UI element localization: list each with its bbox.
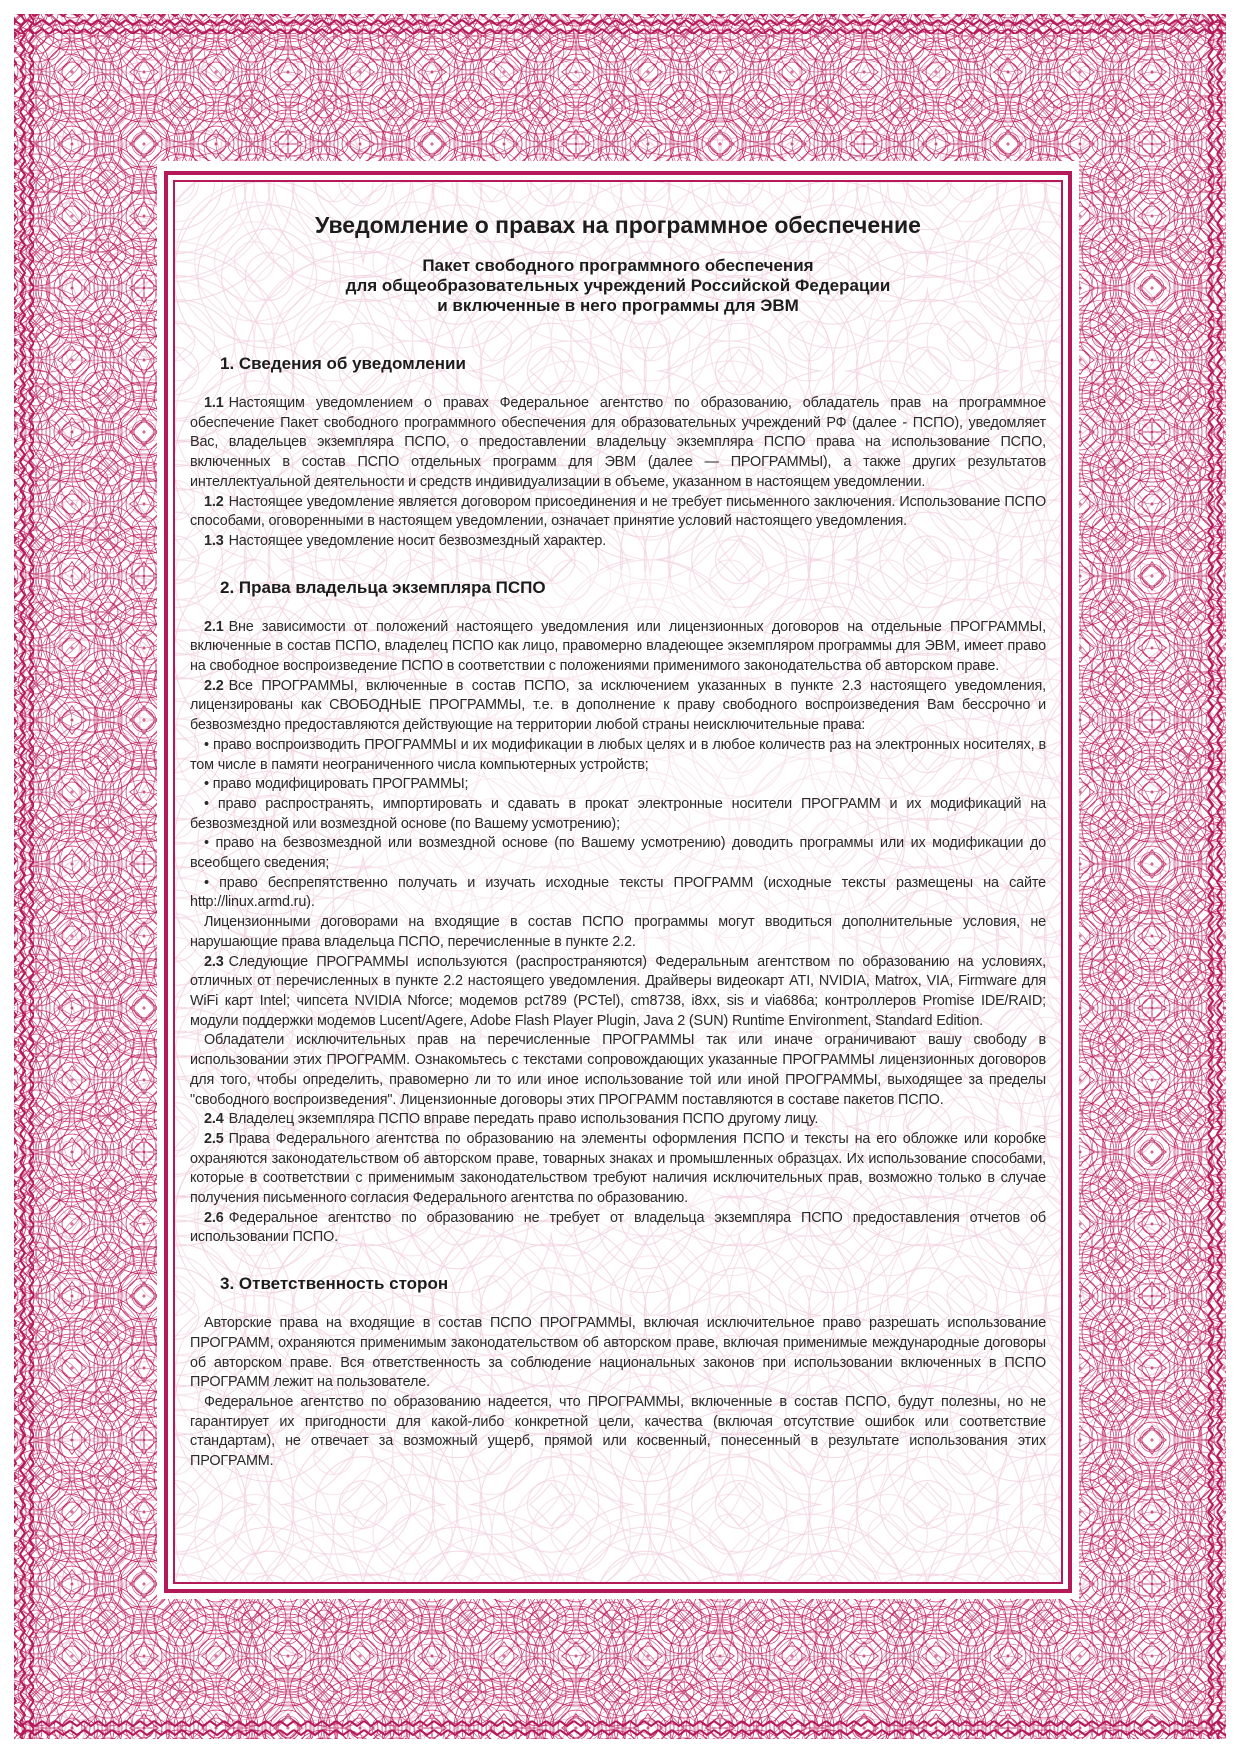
- paragraph-2-2: 2.2 Все ПРОГРАММЫ, включенные в состав ПСПО, за исключением указанных в пункте 2.3 настоящего уведомления, лицензированы как СВОБОДНЫЕ ПРОГРАММЫ, т.е. в дополнение к праву свободного воспроизведения Вам бессрочно и безвозмездно предоставляются действующие на территории любой страны неисключительные права:: [190, 677, 1046, 734]
- certificate-frame: [164, 171, 1072, 1593]
- section-3-heading: 3. Ответственность сторон: [220, 1274, 449, 1294]
- paragraph-2-1: 2.1 Вне зависимости от положений настоящего уведомления или лицензионных договоров на отдельные ПРОГРАММЫ, включенные в состав ПСПО, владелец ПСПО как лицо, правомерно владеющее экземпляром программы для ЭВМ, имеет право на свободное воспроизведение ПСПО в соответствии с положениями применимого законодательства об авторском праве.: [190, 618, 1046, 675]
- subtitle-line-3: и включенные в него программы для ЭВМ: [437, 296, 799, 315]
- paragraph-2-4: 2.4 Владелец экземпляра ПСПО вправе передать право использования ПСПО другому лицу.: [204, 1111, 819, 1128]
- certificate-inner-frame: [173, 180, 1063, 1584]
- section-3: [190, 1274, 1046, 1472]
- paragraph-2-6: 2.6 Федеральное агентство по образованию не требует от владельца экземпляра ПСПО предоставления отчетов об использовании ПСПО.: [190, 1209, 1046, 1246]
- paragraph-1-2: 1.2 Настоящее уведомление является договором присоединения и не требует письменного заключения. Использование ПСПО способами, оговоренными в настоящем уведомлении, означает принятие условий настоящего уведомления.: [190, 493, 1046, 530]
- section-2-heading: 2. Права владельца экземпляра ПСПО: [220, 577, 546, 597]
- section-2: [190, 578, 1046, 1249]
- paragraph-license-conditions: Лицензионными договорами на входящие в состав ПСПО программы могут вводиться дополнительные условия, не нарушающие права владельца ПСПО, перечисленные в пункте 2.2.: [190, 914, 1046, 950]
- subtitle-line-1: Пакет свободного программного обеспечения: [422, 256, 814, 275]
- document-content: [175, 212, 1061, 1584]
- paragraph-no-warranty: Федеральное агентство по образованию надеется, что ПРОГРАММЫ, включенные в состав ПСПО, будут полезны, но не гарантирует их пригодности для какой-либо конкретной цели, качества (включая отсутствие ошибок или соответствие стандартам), не отвечает за возможный ущерб, прямой или косвенный, понесенный в результате использования этих ПРОГРАММ.: [190, 1393, 1046, 1470]
- bullet-modify: • право модифицировать ПРОГРАММЫ;: [204, 776, 469, 793]
- document-title: Уведомление о правах на программное обеспечение: [315, 212, 921, 238]
- subtitle-line-2: для общеобразовательных учреждений Российской Федерации: [345, 276, 891, 295]
- section-1: [190, 354, 1046, 552]
- section-1-heading: 1. Сведения об уведомлении: [220, 354, 466, 373]
- bullet-reproduce: • право воспроизводить ПРОГРАММЫ и их модификации в любых целях и в любое количеств раз на электронных носителях, в том числе в памяти неограниченного числа компьютерных устройств;: [190, 736, 1046, 773]
- document-subtitle: [190, 256, 1046, 316]
- paragraph-rights-holders: Обладатели исключительных прав на перечисленные ПРОГРАММЫ так или иначе ограничивают вашу свободу в использовании этих ПРОГРАММ. Ознакомьтесь с текстами сопровождающих указанные ПРОГРАММЫ лицензионных договоров для того, чтобы определить, правомерно ли то или иное использование той или иной ПРОГРАММЫ, выходящее за пределы "свободного воспроизведения". Лицензионные договоры этих ПРОГРАММ поставляются в составе пакетов ПСПО.: [190, 1032, 1046, 1108]
- paragraph-1-3: 1.3 Настоящее уведомление носит безвозмездный характер.: [204, 532, 607, 549]
- paragraph-2-3: 2.3 Следующие ПРОГРАММЫ используются (распространяются) Федеральным агентством по образованию на условиях, отличных от перечисленных в пункте 2.2 настоящего уведомления. Драйверы видеокарт ATI, NVIDIA, Matrox, VIA, Firmware для WiFi карт Intel; чипсета NVIDIA Nforce; модемов pct789 (PCTel), cm8738, i8xx, sis и via686a; контроллеров Promise IDE/RAID; модули поддержки модемов Lucent/Agere, Adobe Flash Player Plugin, Java 2 (SUN) Runtime Environment, Standard Edition.: [190, 953, 1046, 1029]
- bullet-make-available: • право на безвозмездной или возмездной основе (по Вашему усмотрению) доводить программы или их модификации до всеобщего сведения;: [190, 835, 1046, 872]
- bullet-distribute: • право распространять, импортировать и сдавать в прокат электронные носители ПРОГРАММ и их модификаций на безвозмездной или возмездной основе (по Вашему усмотрению);: [190, 795, 1046, 832]
- bullet-source-code: • право беспрепятственно получать и изучать исходные тексты ПРОГРАММ (исходные тексты размещены на сайте http://linux.armd.ru).: [190, 874, 1046, 911]
- paragraph-2-5: 2.5 Права Федерального агентства по образованию на элементы оформления ПСПО и тексты на его обложке или коробке охраняются законодательством об авторском праве, товарных знаках и промышленных образцах. Их использование способами, которые в соответствии с применимым законодательством требуют наличия исключительных прав, возможно только в случае получения письменного согласия Федерального агентства по образованию.: [190, 1130, 1046, 1207]
- paragraph-1-1: 1.1 Настоящим уведомлением о правах Федеральное агентство по образованию, обладатель прав на программное обеспечение Пакет свободного программного обеспечения для образовательных учреждений РФ (далее - ПСПО), уведомляет Вас, владельцев экземпляра ПСПО, о предоставлении владельцу экземпляра ПСПО права на использование ПСПО, включенных в состав ПСПО отдельных программ для ЭВМ (далее — ПРОГРАММЫ), а также других результатов интеллектуальной деятельности и средств индивидуализации в объеме, указанном в настоящем уведомлении.: [190, 395, 1046, 490]
- paragraph-copyright: Авторские права на входящие в состав ПСПО ПРОГРАММЫ, включая исключительное право разрешать использование ПРОГРАММ, охраняются применимым законодательством об авторском праве, включая применимые международные договоры об авторском праве. Вся ответственность за соблюдение национальных законов при использовании включенных в ПСПО ПРОГРАММ лежит на пользователе.: [190, 1315, 1046, 1391]
